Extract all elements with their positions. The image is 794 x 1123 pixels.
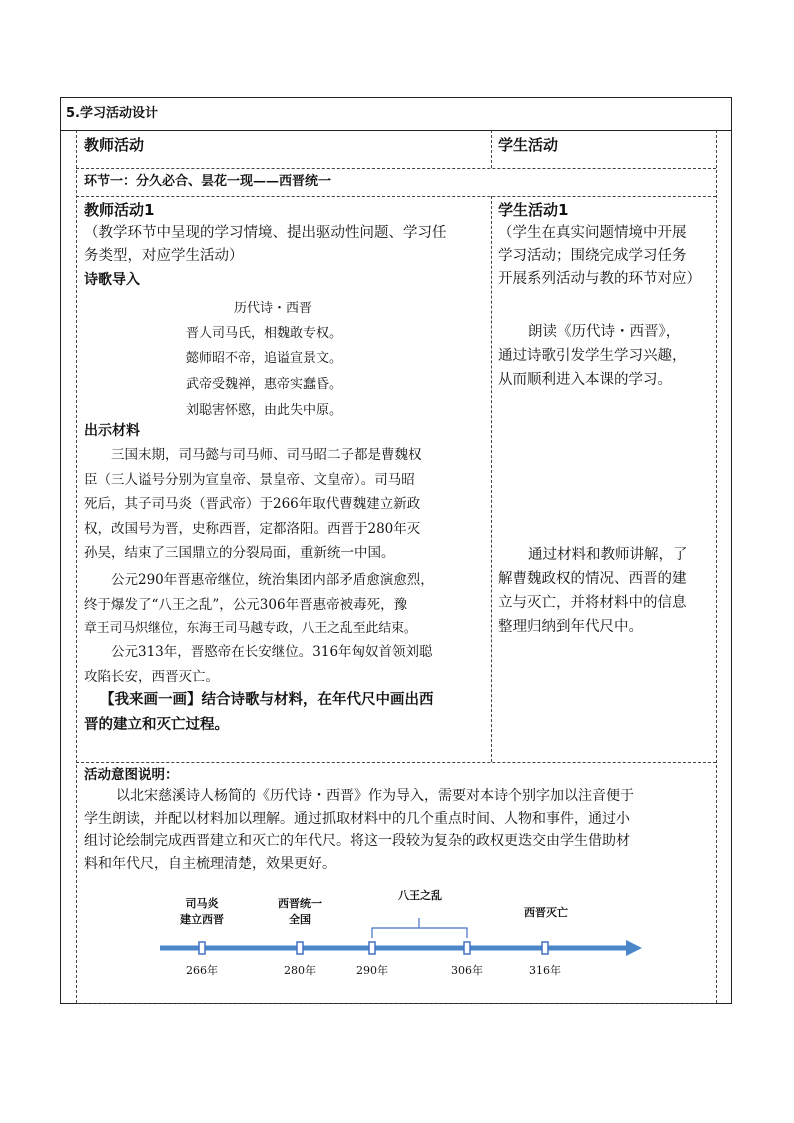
intent-line: 以北宋慈溪诗人杨简的《历代诗・西晋》作为导入，需要对本诗个别字加以注音便于 [116,788,634,804]
material-line: 孙吴，结束了三国鼎立的分裂局面，重新统一中国。 [84,545,395,561]
poem-title: 历代诗・西晋 [234,301,313,316]
timeline-axis-group [160,918,642,956]
timeline-label-line: 西晋统一 [278,897,322,910]
poem-heading: 诗歌导入 [84,272,140,288]
timeline-marker [369,942,375,954]
timeline-marker [464,942,470,954]
timeline-label-line: 司马炎 [185,897,219,910]
material-heading: 出示材料 [84,423,140,439]
poem-line: 懿师昭不帝，追谥宣景文。 [186,351,343,366]
intent-line: 料和年代尺，自主梳理清楚，效果更好。 [84,855,336,872]
timeline-year-label: 306年 [451,964,483,977]
material-line: 臣（三人谥号分别为宣皇帝、景皇帝、文皇帝）。司马昭 [84,471,415,488]
material-line: 死后，其子司马炎（晋武帝）于266年取代曹魏建立新政 [84,496,421,512]
teacher-activity-header: 教师活动 [84,136,145,154]
material-line: 公元290年晋惠帝继位，统治集团内部矛盾愈演愈烈， [111,572,434,588]
task-line: 【我来画一画】结合诗歌与材料，在年代尺中画出西 [100,692,434,708]
timeline-arrowhead [626,940,642,956]
material-line: 公元313年，晋愍帝在长安继位。316年匈奴首领刘聪 [111,644,433,660]
segment-title: 环节一：分久必合、昙花一现——西晋统一 [84,174,332,189]
eight-princes-bracket [372,918,467,938]
timeline-marker [297,942,303,954]
material-line: 章王司马炽继位，东海王司马越专政，八王之乱至此结束。 [84,621,417,636]
timeline-year-label: 316年 [529,964,561,977]
timeline-marker [542,942,548,954]
timeline-label-line: 建立西晋 [180,913,224,926]
timeline-marker [199,942,205,954]
student-line: 通过诗歌引发学生学习兴趣， [498,348,687,364]
intent-line: 组讨论绘制完成西晋建立和灭亡的年代尺。将这一段较为复杂的政权更迭交由学生借助材 [84,833,630,849]
note-line: （教学环节中呈现的学习情境、提出驱动性问题、学习任 [84,225,447,241]
material-line: 三国末期，司马懿与司马师、司马昭二子都是曹魏权 [111,447,422,463]
note-line: （学生在真实问题情境中开展 [498,225,687,241]
material-line: 权，改国号为晋，史称西晋，定都洛阳。西晋于280年灭 [84,520,421,537]
section-title: 5.学习活动设计 [66,106,158,121]
student-line: 解曹魏政权的情况、西晋的建 [498,571,687,587]
poem-line: 武帝受魏禅，惠帝实蠢昏。 [186,377,343,392]
material-line: 终于爆发了“八王之乱”，公元306年晋惠帝被毒死，豫 [84,596,408,613]
student-line: 立与灭亡，并将材料中的信息 [498,595,687,611]
student-activity-title: 学生活动1 [498,201,569,219]
material-line: 攻陷长安，西晋灭亡。 [84,668,219,685]
note-line: 学习活动；围绕完成学习任务 [498,248,687,264]
note-line: 开展系列活动与教的环节对应） [498,271,701,287]
student-line: 朗读《历代诗・西晋》， [528,324,681,340]
intent-line: 学生朗读，并配以材料加以理解。通过抓取材料中的几个重点时间、人物和事件，通过小 [84,810,630,827]
student-activity-header: 学生活动 [498,136,559,154]
intent-heading: 活动意图说明： [84,767,179,783]
task-line: 晋的建立和灭亡过程。 [84,717,229,733]
student-line: 整理归纳到年代尺中。 [498,619,643,635]
timeline-year-label: 280年 [284,964,316,977]
student-line: 从而顺利进入本课的学习。 [498,372,672,388]
teacher-activity-title: 教师活动1 [84,201,155,219]
timeline-year-label: 290年 [356,964,388,977]
poem-line: 晋人司马氏，相魏敢专权。 [186,326,343,341]
timeline-label-line: 全国 [289,913,311,926]
poem-line: 刘聪害怀愍，由此失中原。 [186,403,343,418]
timeline-year-label: 266年 [186,964,218,977]
student-line: 通过材料和教师讲解，了 [528,547,688,563]
timeline-label-eight-princes: 八王之乱 [398,889,442,902]
timeline-label-fall: 西晋灭亡 [524,906,568,919]
note-line: 务类型，对应学生活动） [84,248,244,264]
